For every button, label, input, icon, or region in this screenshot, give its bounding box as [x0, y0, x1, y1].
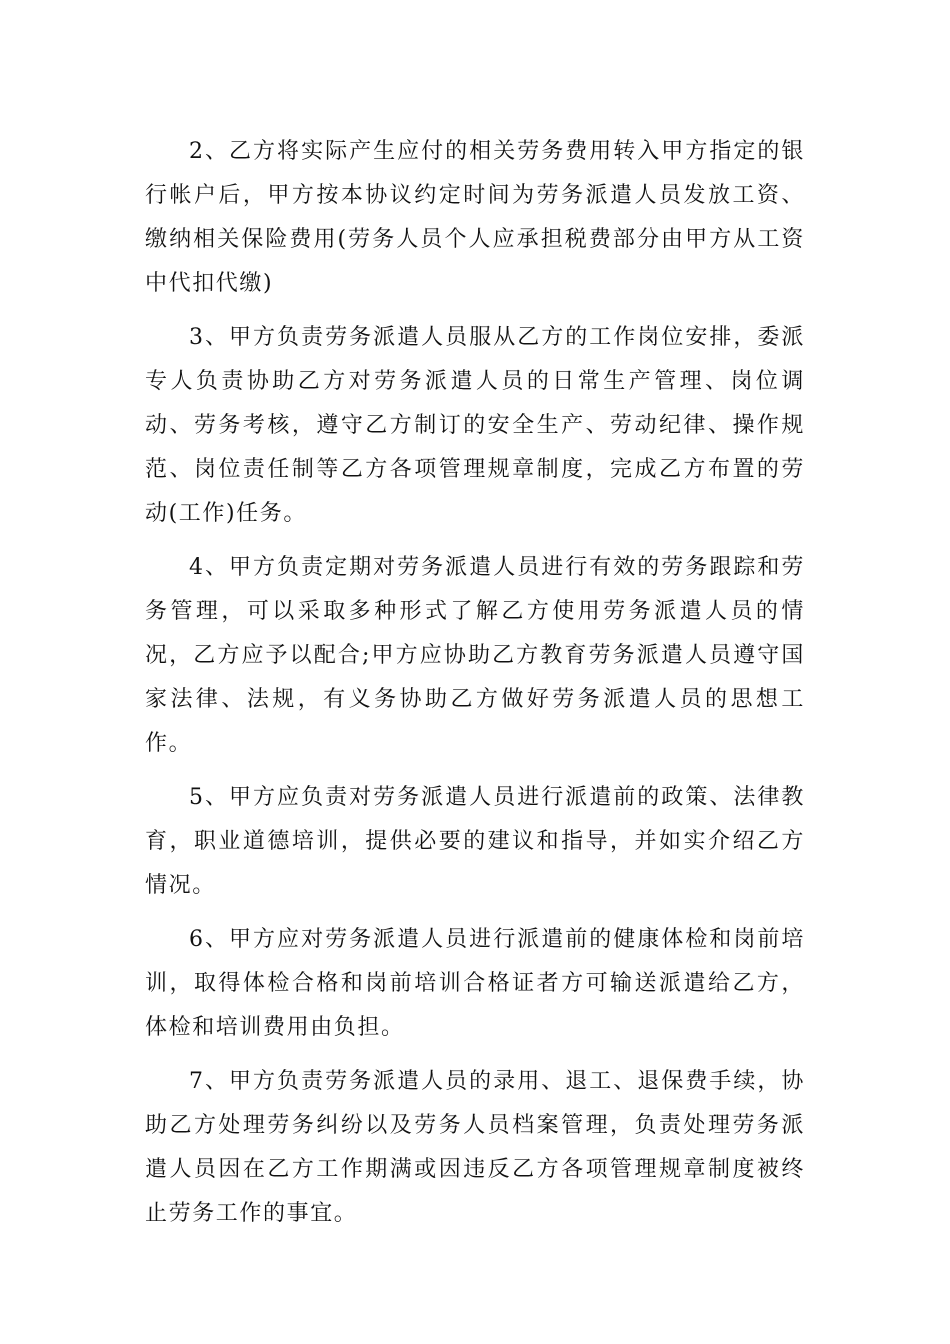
- document-body: [145, 130, 805, 1246]
- paragraph-clause-2: 2、乙方将实际产生应付的相关劳务费用转入甲方指定的银行帐户后，甲方按本协议约定时间为劳务派遣人员发放工资、缴纳相关保险费用(劳务人员个人应承担税费部分由甲方从工资中代扣代缴): [145, 139, 805, 296]
- paragraph-clause-5: 5、甲方应负责对劳务派遣人员进行派遣前的政策、法律教育，职业道德培训，提供必要的建议和指导，并如实介绍乙方情况。: [145, 785, 805, 898]
- paragraph-clause-6: 6、甲方应对劳务派遣人员进行派遣前的健康体检和岗前培训，取得体检合格和岗前培训合格证者方可输送派遣给乙方，体检和培训费用由负担。: [145, 927, 805, 1040]
- paragraph-clause-3: 3、甲方负责劳务派遣人员服从乙方的工作岗位安排，委派专人负责协助乙方对劳务派遣人员的日常生产管理、岗位调动、劳务考核，遵守乙方制订的安全生产、劳动纪律、操作规范、岗位责任制等乙方各项管理规章制度，完成乙方布置的劳动(工作)任务。: [145, 325, 805, 526]
- paragraph-clause-4: 4、甲方负责定期对劳务派遣人员进行有效的劳务跟踪和劳务管理，可以采取多种形式了解乙方使用劳务派遣人员的情况，乙方应予以配合;甲方应协助乙方教育劳务派遣人员遵守国家法律、法规，有义务协助乙方做好劳务派遣人员的思想工作。: [145, 555, 805, 756]
- paragraph-clause-7: 7、甲方负责劳务派遣人员的录用、退工、退保费手续，协助乙方处理劳务纠纷以及劳务人员档案管理，负责处理劳务派遣人员因在乙方工作期满或因违反乙方各项管理规章制度被终止劳务工作的事宜。: [145, 1069, 805, 1226]
